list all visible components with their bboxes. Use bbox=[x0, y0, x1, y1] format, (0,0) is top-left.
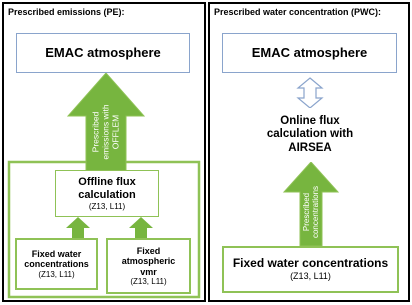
online-flux-line2: calculation with bbox=[266, 128, 354, 141]
right-arrow-label-line1: Prescribed bbox=[301, 192, 311, 232]
online-flux-box bbox=[258, 108, 362, 162]
online-flux-line3: AIRSEA bbox=[288, 141, 332, 154]
right-emac-box bbox=[222, 33, 397, 73]
left-fixed-water-box bbox=[15, 238, 98, 290]
left-fixed-water-line2: concentrations bbox=[24, 259, 89, 270]
left-water-arrow bbox=[66, 217, 90, 238]
right-arrow-label-line2: concentrations bbox=[311, 185, 320, 239]
offline-flux-ref: (Z13, L11) bbox=[88, 201, 126, 211]
offline-flux-line1: Offline flux bbox=[78, 176, 136, 189]
fixed-vmr-line2: atmospheric bbox=[121, 256, 176, 267]
fixed-vmr-ref: (Z13, L11) bbox=[130, 276, 167, 286]
left-arrow-label bbox=[91, 92, 120, 172]
right-panel-title: Prescribed water concentration (PWC): bbox=[214, 7, 382, 17]
right-double-arrow bbox=[298, 78, 322, 108]
right-arrow-label bbox=[302, 177, 320, 247]
online-flux-line1: Online flux bbox=[280, 115, 340, 128]
right-fixed-water-title: Fixed water concentrations bbox=[232, 256, 389, 271]
left-arrow-label-line1: Prescribed bbox=[90, 111, 101, 153]
fixed-vmr-line3: vmr bbox=[140, 266, 157, 277]
left-arrow-label-line2: emissions with bbox=[100, 104, 111, 160]
fixed-vmr-line1: Fixed bbox=[136, 245, 161, 256]
offline-flux-box bbox=[55, 170, 159, 217]
right-emac-label: EMAC atmosphere bbox=[251, 44, 368, 60]
left-fixed-water-line1: Fixed water bbox=[31, 249, 82, 260]
left-vmr-arrow bbox=[129, 217, 153, 238]
left-emac-label: EMAC atmosphere bbox=[45, 44, 161, 60]
right-fixed-water-box bbox=[222, 246, 399, 293]
left-fixed-water-ref: (Z13, L11) bbox=[38, 269, 75, 279]
fixed-vmr-box bbox=[106, 238, 191, 294]
left-emac-box bbox=[16, 33, 190, 73]
right-fixed-water-ref: (Z13, L11) bbox=[290, 271, 331, 282]
offline-flux-line2: calculation bbox=[78, 188, 136, 201]
left-panel-title: Prescribed emissions (PE): bbox=[8, 7, 125, 17]
left-arrow-label-line3: OFFLEM bbox=[109, 114, 120, 150]
